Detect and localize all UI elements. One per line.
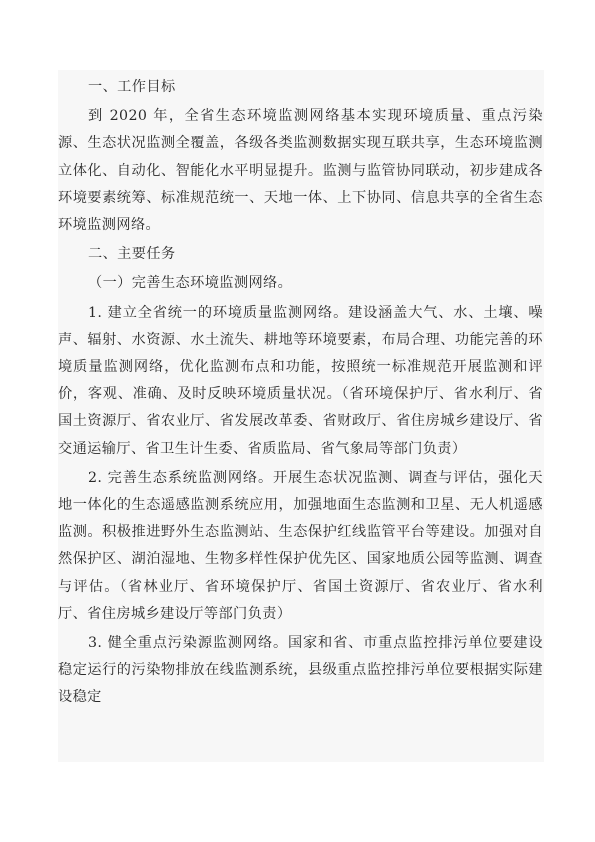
section-heading-tasks: 二、主要任务: [88, 246, 176, 263]
task-item-3: 3. 健全重点污染源监测网络。国家和省、市重点监控排污单位要建设稳定运行的污染物排放在线监测系统，县级重点监控排污单位要根据实际建设稳定: [58, 635, 543, 706]
section-heading-goals: 一、工作目标: [88, 79, 176, 95]
subsection-heading-network: （一）完善生态环境监测网络。: [88, 275, 293, 292]
task-item-1: 1. 建立全省统一的环境质量监测网络。建设涵盖大气、水、土壤、噪声、辐射、水资源、水土流失、耕地等环境要素，布局合理、功能完善的环境质量监测网络，优化监测布点和功能，按照统一标准规范开展监测和评价，客观、准确、及时反映环境质量状况。（省环境保护厅、省水利厅、省国土资源厅、省农业厅、省发展改革委、省财政厅、省住房城乡建设厅、省交通运输厅、省卫生计生委、省质监局、省气象局等部门负责）: [58, 304, 543, 457]
task-item-2: 2. 完善生态系统监测网络。开展生态状况监测、调查与评估，强化天地一体化的生态遥感监测系统应用，加强地面生态监测和卫星、无人机遥感监测。积极推进野外生态监测站、生态保护红线监管平台等建设。加强对自然保护区、湖泊湿地、生物多样性保护优先区、国家地质公园等监测、调查与评估。（省林业厅、省环境保护厅、省国土资源厅、省农业厅、省水利厅、省住房城乡建设厅等部门负责）: [58, 469, 543, 622]
document-body: [58, 74, 543, 714]
goals-paragraph: 到 2020 年，全省生态环境监测网络基本实现环境质量、重点污染源、生态状况监测全覆盖，各级各类监测数据实现互联共享，生态环境监测立体化、自动化、智能化水平明显提升。监测与监管协同联动，初步建成各环境要素统筹、标准规范统一、天地一体、上下协同、信息共享的全省生态环境监测网络。: [58, 108, 543, 234]
